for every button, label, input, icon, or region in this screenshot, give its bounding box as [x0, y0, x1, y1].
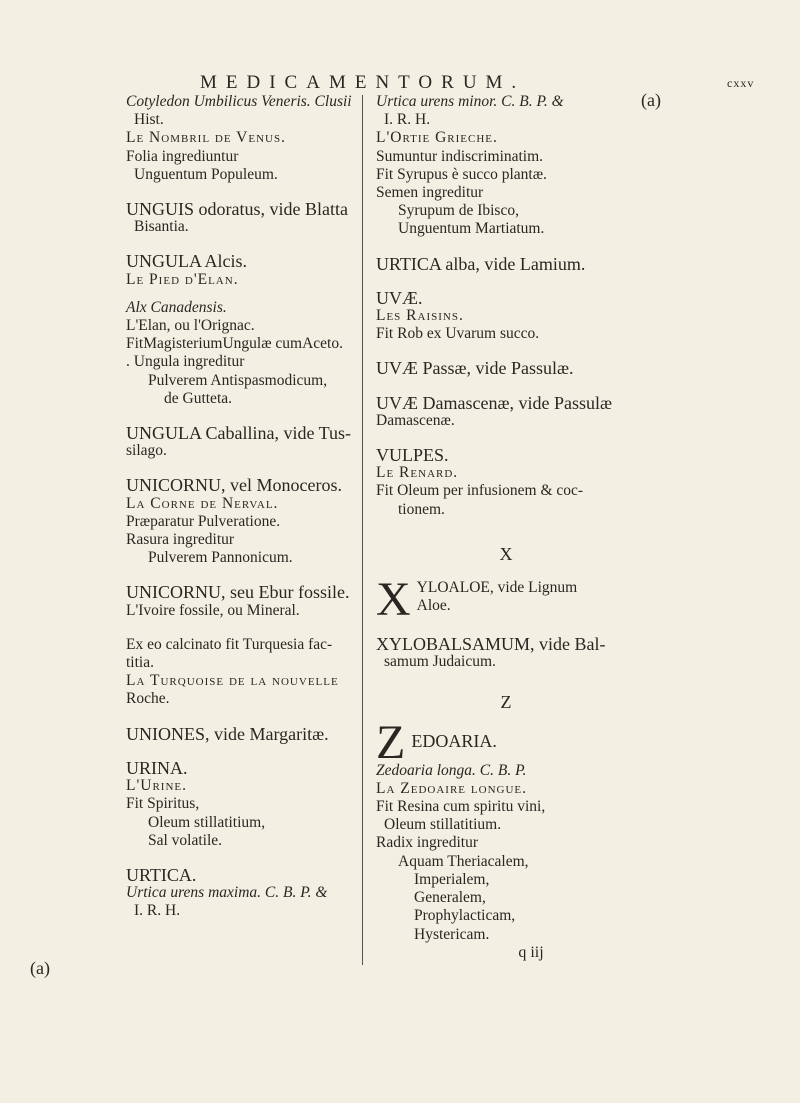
- entry-line: I. R. H.: [134, 902, 181, 920]
- entry-line: Prophylacticam,: [414, 907, 516, 925]
- entry-line: Le Pied d'Elan.: [126, 270, 239, 288]
- margin-note-right: (a): [641, 90, 661, 110]
- entry-line: Bisantia.: [134, 218, 189, 236]
- entry-line: I. R. H.: [384, 111, 431, 129]
- entry-heading: URTICA.: [126, 864, 197, 885]
- entry-line: Fit Syrupus è succo plantæ.: [376, 165, 547, 183]
- entry-heading: UVÆ Damascenæ, vide Passulæ: [376, 392, 612, 413]
- entry-heading: URTICA alba, vide Lamium.: [376, 253, 586, 274]
- running-title: MEDICAMENTORUM.: [200, 72, 526, 93]
- entry-line: Pulverem Pannonicum.: [148, 549, 293, 567]
- entry-line: Urtica urens minor. C. B. P. &: [376, 93, 564, 110]
- entry-line: Le Renard.: [376, 464, 459, 482]
- entry-line: Roche.: [126, 690, 170, 708]
- column-divider: [362, 95, 363, 965]
- entry-line: Fit Rob ex Uvarum succo.: [376, 325, 540, 343]
- entry-line: La Turquoise de la nouvelle: [126, 672, 339, 690]
- entry-line: Rasura ingreditur: [126, 531, 235, 549]
- entry-line: Urtica urens maxima. C. B. P. &: [126, 884, 328, 902]
- entry-line: Damascenæ.: [376, 411, 455, 429]
- entry-line: titia.: [126, 654, 154, 672]
- entry-line: YLOALOE, vide Lignum: [416, 579, 578, 597]
- right-column: [376, 93, 636, 962]
- entry-heading: UNIONES, vide Margaritæ.: [126, 723, 329, 744]
- entry-heading: UNGULA Caballina, vide Tus-: [126, 423, 351, 444]
- margin-note-left: (a): [30, 958, 50, 978]
- entry-line: Pulverem Antispasmodicum,: [148, 371, 328, 389]
- entry-heading: UVÆ Passæ, vide Passulæ.: [376, 358, 574, 379]
- entry-heading: URINA.: [126, 757, 188, 778]
- entry-line: FitMagisteriumUngulæ cumAceto.: [126, 335, 343, 353]
- entry-line: samum Judaicum.: [384, 653, 496, 671]
- entry-line: Syrupum de Ibisco,: [398, 202, 519, 220]
- entry-line: Fit Oleum per infusionem & coc-: [376, 482, 584, 500]
- dropcap-entry: [376, 579, 636, 619]
- entry-line: Fit Spiritus,: [126, 795, 200, 813]
- entry-heading: UNGUIS odoratus, vide Blatta: [126, 199, 348, 220]
- entry-line: Sumuntur indiscriminatim.: [376, 147, 544, 165]
- entry-heading: UNGULA Alcis.: [126, 251, 247, 272]
- entry-line: de Gutteta.: [164, 389, 233, 407]
- entry-line: Præparatur Pulveratione.: [126, 512, 281, 530]
- entry-line: Zedoaria longa. C. B. P.: [376, 761, 527, 779]
- entry-heading: UVÆ.: [376, 287, 423, 308]
- entry-line: L'Ortie Grieche.: [376, 129, 498, 147]
- entry-line: Unguentum Populeum.: [134, 165, 278, 183]
- dropcap-entry: [376, 722, 636, 762]
- entry-line: L'Elan, ou l'Orignac.: [126, 317, 255, 335]
- dropcap-letter: X: [376, 579, 411, 620]
- entry-heading: XYLOBALSAMUM, vide Bal-: [376, 634, 606, 655]
- entry-line: . Ungula ingreditur: [126, 353, 245, 371]
- entry-line: Sal volatile.: [148, 831, 223, 849]
- section-letter: Z: [500, 692, 512, 713]
- entry-heading: UNICORNU, seu Ebur fossile.: [126, 582, 350, 603]
- entry-line: La Zedoaire longue.: [376, 779, 527, 797]
- entry-line: Hystericam.: [414, 925, 490, 943]
- entry-line: Oleum stillatitium,: [148, 813, 266, 831]
- left-column: [126, 93, 352, 921]
- dropcap-letter: Z: [376, 721, 406, 762]
- entry-line: Alx Canadensis.: [126, 298, 227, 316]
- entry-line: silago.: [126, 442, 167, 460]
- entry-heading: EDOARIA.: [411, 730, 497, 751]
- entry-heading: UNICORNU, vel Monoceros.: [126, 475, 342, 496]
- entry-line: Generalem,: [414, 889, 486, 907]
- entry-line: Le Nombril de Venus.: [126, 129, 286, 147]
- entry-line: Aquam Theriacalem,: [398, 852, 529, 870]
- entry-line: Imperialem,: [414, 870, 490, 888]
- entry-line: Hist.: [134, 111, 164, 129]
- entry-line: Semen ingreditur: [376, 184, 484, 202]
- entry-line: Unguentum Martiatum.: [398, 220, 545, 238]
- entry-line: La Corne de Nerval.: [126, 494, 279, 512]
- entry-line: L'Urine.: [126, 777, 187, 795]
- page-number: cxxv: [727, 76, 755, 90]
- entry-line: Ex eo calcinato fit Turquesia fac-: [126, 635, 333, 653]
- entry-line: L'Ivoire fossile, ou Mineral.: [126, 601, 300, 619]
- entry-line: Folia ingrediuntur: [126, 147, 239, 165]
- entry-line: Cotyledon Umbilicus Veneris. Clusii: [126, 93, 352, 110]
- entry-line: Fit Resina cum spiritu vini,: [376, 798, 546, 816]
- section-letter: X: [499, 543, 513, 564]
- entry-line: Aloe.: [416, 597, 451, 615]
- entry-line: Oleum stillatitium.: [384, 816, 502, 834]
- entry-line: Les Raisins.: [376, 307, 464, 325]
- entry-line: tionem.: [398, 500, 445, 518]
- entry-heading: VULPES.: [376, 445, 449, 466]
- entry-line: Radix ingreditur: [376, 834, 479, 852]
- signature-mark: q iij: [518, 943, 544, 961]
